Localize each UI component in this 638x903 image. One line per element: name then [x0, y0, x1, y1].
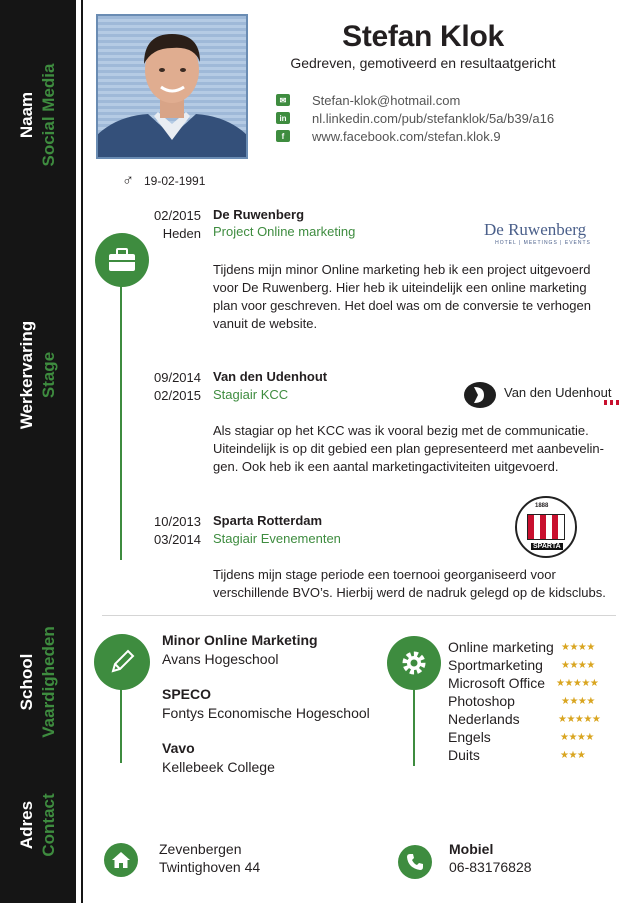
job-description: [213, 422, 625, 476]
description-line: voor De Ruwenberg. Hier heb ik uiteindelijk een online marketing: [213, 280, 587, 295]
sparta-stripes: [527, 514, 565, 540]
sidebar-subheading: Contact: [39, 793, 58, 857]
udenhout-logo: [458, 381, 622, 409]
phone-icon: [398, 845, 432, 879]
sidebar-section-work: [16, 321, 60, 429]
description-line: Tijdens mijn stage periode een toernooi georganiseerd voor: [213, 567, 556, 582]
skill-rating: ★★★★★: [556, 678, 599, 689]
skill-name: Photoshop: [448, 693, 515, 709]
linkedin-icon: in: [276, 112, 290, 124]
envelope-icon: ✉: [276, 94, 290, 106]
sidebar-subheading: Stage: [39, 351, 58, 399]
skill-name: Engels: [448, 729, 491, 745]
sidebar-heading: Werkervaring: [17, 320, 36, 430]
email-row[interactable]: [276, 92, 460, 108]
section-divider: [102, 615, 616, 616]
birthdate-row: [122, 172, 205, 190]
skill-rating: ★★★★: [561, 642, 595, 653]
description-line: Als stagiar op het KCC was ik vooral bezig met de communicatie.: [213, 423, 589, 438]
experience-date: [143, 207, 201, 243]
education-school: Kellebeek College: [162, 759, 275, 775]
sparta-logo: [515, 496, 577, 558]
sidebar-heading: Adres: [17, 800, 36, 850]
logo-subtext: HOTEL | MEETINGS | EVENTS: [495, 240, 591, 246]
ruwenberg-logo: [484, 220, 602, 246]
logo-year: 1888: [535, 503, 549, 509]
sidebar-heading: Naam: [17, 91, 36, 139]
education-title: Vavo: [162, 740, 195, 756]
address-city: Zevenbergen: [159, 841, 242, 857]
description-line: plan voor geschreven. Het doel was om de conversie te verhogen: [213, 298, 591, 313]
skill-name: Online marketing: [448, 639, 554, 655]
facebook-link[interactable]: www.facebook.com/stefan.klok.9: [312, 128, 501, 144]
date-start: 02/2015: [154, 208, 201, 223]
skill-name: Nederlands: [448, 711, 520, 727]
date-start: 09/2014: [154, 370, 201, 385]
experience-date: [143, 513, 201, 549]
gear-icon: [387, 636, 441, 690]
date-start: 10/2013: [154, 514, 201, 529]
skill-name: Duits: [448, 747, 480, 763]
pen-icon: [94, 634, 150, 690]
briefcase-icon: [95, 233, 149, 287]
sidebar-subheading: Social Media: [39, 63, 58, 167]
linkedin-link[interactable]: nl.linkedin.com/pub/stefanklok/5a/b39/a16: [312, 110, 555, 126]
date-end: Heden: [162, 226, 201, 241]
skill-name: Sportmarketing: [448, 657, 543, 673]
skill-rating: ★★★★: [560, 732, 594, 743]
logo-text: SPARTA: [533, 543, 561, 550]
skill-rating: ★★★★★: [558, 714, 601, 725]
company-name: Sparta Rotterdam: [213, 513, 323, 528]
sidebar-subheading: Vaardigheden: [39, 626, 58, 738]
skill-name: Microsoft Office: [448, 675, 545, 691]
phone-label: Mobiel: [449, 841, 494, 857]
date-end: 02/2015: [154, 388, 201, 403]
job-description: [213, 566, 625, 602]
job-role: Stagiair Evenementen: [213, 531, 341, 546]
birthdate: 19-02-1991: [144, 174, 206, 188]
description-line: vanuit de website.: [213, 316, 318, 331]
sidebar-section-contact: [16, 793, 60, 856]
logo-checker: [604, 400, 622, 405]
description-line: gen. Ook heb ik een aantal marketingactiviteiten uitgevoerd.: [213, 459, 559, 474]
linkedin-row[interactable]: [276, 110, 554, 126]
job-description: [213, 261, 625, 333]
profile-photo: [96, 14, 248, 159]
email-link[interactable]: Stefan-klok@hotmail.com: [312, 92, 461, 108]
experience-date: [143, 369, 201, 405]
full-name: Stefan Klok: [342, 20, 504, 53]
phone-number[interactable]: 06-83176828: [449, 859, 532, 875]
skill-rating: ★★★: [560, 750, 586, 761]
timeline-line: [120, 265, 122, 560]
skill-rating: ★★★★: [561, 696, 595, 707]
sidebar-heading: School: [17, 653, 36, 711]
facebook-row[interactable]: [276, 128, 501, 144]
sidebar-section-name: [16, 64, 60, 167]
date-end: 03/2014: [154, 532, 201, 547]
address-street: Twintighoven 44: [159, 859, 261, 875]
company-name: Van den Udenhout: [213, 369, 328, 384]
sidebar-divider-line: [81, 0, 83, 903]
job-role: Project Online marketing: [213, 224, 356, 239]
tagline: Gedreven, gemotiveerd en resultaatgericht: [290, 55, 556, 71]
logo-text: De Ruwenberg: [484, 220, 587, 239]
description-line: Uiteindelijk is op dit gebied een plan gepresenteerd met aanbevelin-: [213, 441, 604, 456]
logo-text: Van den Udenhout: [504, 385, 612, 400]
skill-rating: ★★★★: [561, 660, 595, 671]
sidebar-section-school: [16, 626, 60, 737]
company-name: De Ruwenberg: [213, 207, 305, 222]
education-school: Fontys Economische Hogeschool: [162, 705, 370, 721]
male-icon: ♂: [122, 172, 134, 189]
home-icon: [104, 843, 138, 877]
education-title: SPECO: [162, 686, 212, 702]
description-line: Tijdens mijn minor Online marketing heb ik een project uitgevoerd: [213, 262, 591, 277]
job-role: Stagiair KCC: [213, 387, 289, 402]
education-school: Avans Hogeschool: [162, 651, 279, 667]
udenhout-mark-icon: [458, 381, 500, 409]
education-title: Minor Online Marketing: [162, 632, 318, 648]
facebook-icon: f: [276, 130, 290, 142]
description-line: verschillende BVO’s. Hierbij werd de nadruk gelegd op de kidsclubs.: [213, 585, 606, 600]
